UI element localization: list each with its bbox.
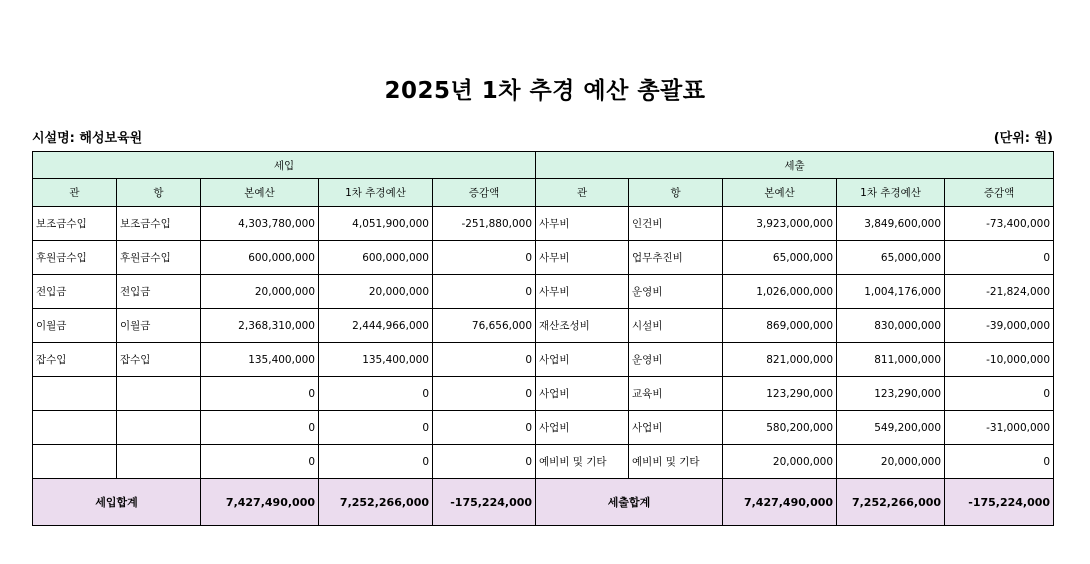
income-supp-cell: 20,000,000 (319, 275, 433, 309)
income-hang-cell: 후원금수입 (117, 241, 201, 275)
income-supp-cell: 4,051,900,000 (319, 207, 433, 241)
expense-diff-cell: -73,400,000 (945, 207, 1054, 241)
col-header: 증감액 (433, 179, 536, 207)
income-base-cell: 0 (201, 445, 319, 479)
table-row (33, 275, 1054, 309)
income-hang-cell (117, 411, 201, 445)
expense-hang-cell: 운영비 (629, 275, 723, 309)
expense-gwan-cell: 재산조성비 (536, 309, 629, 343)
expense-base-cell: 20,000,000 (723, 445, 837, 479)
col-header: 증감액 (945, 179, 1054, 207)
expense-hang-cell: 예비비 및 기타 (629, 445, 723, 479)
col-header: 관 (33, 179, 117, 207)
expense-hang-cell: 교육비 (629, 377, 723, 411)
income-hang-cell (117, 445, 201, 479)
income-gwan-cell (33, 377, 117, 411)
expense-diff-cell: -31,000,000 (945, 411, 1054, 445)
income-base-cell: 0 (201, 377, 319, 411)
expense-total-supp: 7,252,266,000 (837, 479, 945, 526)
expense-gwan-cell: 사업비 (536, 377, 629, 411)
income-base-cell: 20,000,000 (201, 275, 319, 309)
expense-hang-cell: 시설비 (629, 309, 723, 343)
income-supp-cell: 0 (319, 445, 433, 479)
table-row (33, 377, 1054, 411)
expense-supp-cell: 65,000,000 (837, 241, 945, 275)
income-supp-cell: 2,444,966,000 (319, 309, 433, 343)
income-gwan-cell (33, 445, 117, 479)
col-header: 항 (117, 179, 201, 207)
income-diff-cell: 0 (433, 411, 536, 445)
expense-diff-cell: -39,000,000 (945, 309, 1054, 343)
income-supp-cell: 0 (319, 411, 433, 445)
expense-supp-cell: 1,004,176,000 (837, 275, 945, 309)
income-base-cell: 135,400,000 (201, 343, 319, 377)
facility-name: 시설명: 해성보육원 (32, 131, 143, 146)
income-hang-cell: 전입금 (117, 275, 201, 309)
expense-supp-cell: 123,290,000 (837, 377, 945, 411)
income-supp-cell: 135,400,000 (319, 343, 433, 377)
expense-supp-cell: 3,849,600,000 (837, 207, 945, 241)
income-section-header: 세입 (33, 152, 536, 179)
income-diff-cell: 76,656,000 (433, 309, 536, 343)
expense-section-header: 세출 (536, 152, 1054, 179)
table-row (33, 445, 1054, 479)
col-header: 1차 추경예산 (319, 179, 433, 207)
column-header-row (33, 179, 1054, 207)
expense-gwan-cell: 예비비 및 기타 (536, 445, 629, 479)
expense-hang-cell: 인건비 (629, 207, 723, 241)
table-row (33, 207, 1054, 241)
income-diff-cell: 0 (433, 241, 536, 275)
income-hang-cell (117, 377, 201, 411)
income-gwan-cell: 이월금 (33, 309, 117, 343)
page-title: 2025년 1차 추경 예산 총괄표 (384, 78, 706, 104)
col-header: 본예산 (201, 179, 319, 207)
income-diff-cell: 0 (433, 377, 536, 411)
expense-diff-cell: -21,824,000 (945, 275, 1054, 309)
income-base-cell: 600,000,000 (201, 241, 319, 275)
income-base-cell: 2,368,310,000 (201, 309, 319, 343)
expense-base-cell: 1,026,000,000 (723, 275, 837, 309)
income-base-cell: 0 (201, 411, 319, 445)
income-supp-cell: 0 (319, 377, 433, 411)
col-header: 본예산 (723, 179, 837, 207)
income-diff-cell: 0 (433, 445, 536, 479)
expense-base-cell: 580,200,000 (723, 411, 837, 445)
income-total-base: 7,427,490,000 (201, 479, 319, 526)
expense-gwan-cell: 사무비 (536, 207, 629, 241)
income-supp-cell: 600,000,000 (319, 241, 433, 275)
table-row (33, 343, 1054, 377)
income-diff-cell: -251,880,000 (433, 207, 536, 241)
table-row (33, 241, 1054, 275)
expense-supp-cell: 830,000,000 (837, 309, 945, 343)
expense-total-label: 세출합계 (536, 479, 723, 526)
expense-total-diff: -175,224,000 (945, 479, 1054, 526)
expense-base-cell: 123,290,000 (723, 377, 837, 411)
budget-summary-table (32, 151, 1054, 526)
income-hang-cell: 보조금수입 (117, 207, 201, 241)
expense-diff-cell: -10,000,000 (945, 343, 1054, 377)
income-total-diff: -175,224,000 (433, 479, 536, 526)
income-total-supp: 7,252,266,000 (319, 479, 433, 526)
totals-row (33, 479, 1054, 526)
expense-base-cell: 65,000,000 (723, 241, 837, 275)
income-gwan-cell: 전입금 (33, 275, 117, 309)
expense-hang-cell: 사업비 (629, 411, 723, 445)
col-header: 관 (536, 179, 629, 207)
expense-diff-cell: 0 (945, 445, 1054, 479)
col-header: 1차 추경예산 (837, 179, 945, 207)
income-gwan-cell: 보조금수입 (33, 207, 117, 241)
expense-supp-cell: 811,000,000 (837, 343, 945, 377)
expense-diff-cell: 0 (945, 377, 1054, 411)
expense-gwan-cell: 사무비 (536, 275, 629, 309)
income-diff-cell: 0 (433, 275, 536, 309)
income-gwan-cell (33, 411, 117, 445)
table-row (33, 411, 1054, 445)
expense-base-cell: 3,923,000,000 (723, 207, 837, 241)
expense-base-cell: 869,000,000 (723, 309, 837, 343)
income-diff-cell: 0 (433, 343, 536, 377)
income-gwan-cell: 후원금수입 (33, 241, 117, 275)
col-header: 항 (629, 179, 723, 207)
expense-diff-cell: 0 (945, 241, 1054, 275)
expense-hang-cell: 업무추진비 (629, 241, 723, 275)
income-hang-cell: 잡수입 (117, 343, 201, 377)
expense-total-base: 7,427,490,000 (723, 479, 837, 526)
expense-gwan-cell: 사무비 (536, 241, 629, 275)
income-gwan-cell: 잡수입 (33, 343, 117, 377)
expense-base-cell: 821,000,000 (723, 343, 837, 377)
expense-gwan-cell: 사업비 (536, 411, 629, 445)
table-row (33, 309, 1054, 343)
expense-supp-cell: 549,200,000 (837, 411, 945, 445)
section-header-row (33, 152, 1054, 179)
expense-hang-cell: 운영비 (629, 343, 723, 377)
unit-label: (단위: 원) (993, 131, 1053, 146)
expense-supp-cell: 20,000,000 (837, 445, 945, 479)
income-hang-cell: 이월금 (117, 309, 201, 343)
expense-gwan-cell: 사업비 (536, 343, 629, 377)
income-total-label: 세입합계 (33, 479, 201, 526)
income-base-cell: 4,303,780,000 (201, 207, 319, 241)
